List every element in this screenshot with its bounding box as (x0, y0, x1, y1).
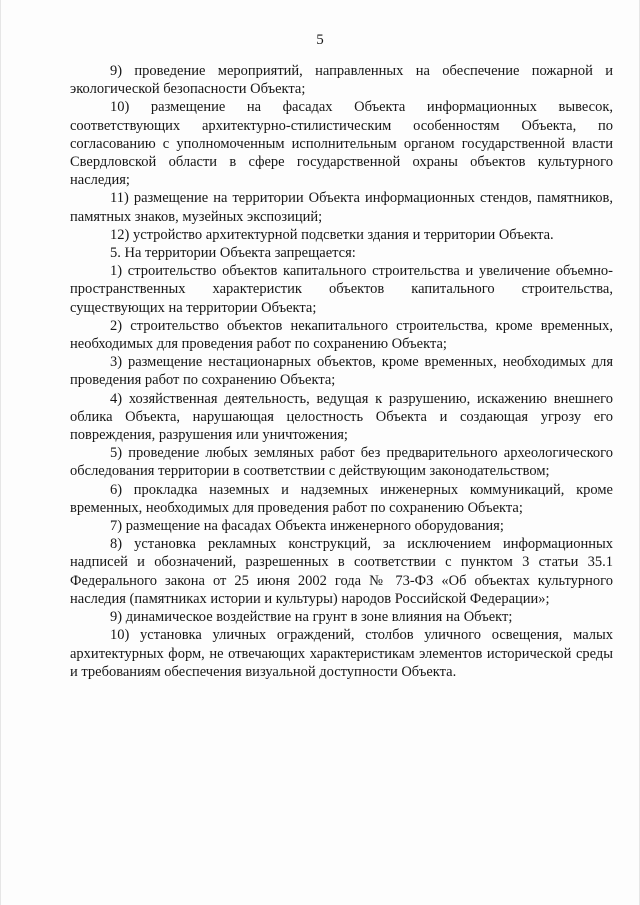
prohibited-item-5: 5) проведение любых земляных работ без предварительного археологического обследования территории в соответствии с действующим законодательством; (70, 445, 613, 480)
prohibited-item-2: 2) строительство объектов некапитального строительства, кроме временных, необходимых для проведения работ по сохранению Объекта; (70, 317, 613, 353)
paragraph-item-12-lighting: 12) устройство архитектурной подсветки здания и территории Объекта. (110, 226, 554, 243)
paragraph-item-9-fire-safety: 9) проведение мероприятий, направленных на обеспечение пожарной и экологической безопасности Объекта; (70, 63, 613, 98)
paragraph-item-11-stands: 11) размещение на территории Объекта информационных стендов, памятников, памятных знаков, музейных экспозиций; (70, 190, 613, 225)
prohibited-item-8: 8) установка рекламных конструкций, за исключением информационных надписей и обозначений, разрешенных в соответствии с пунктом 3 статьи 35.1 Федерального закона от 25 июня 2002 года № 73-ФЗ «Об объектах культурного наследия (памятниках истории и культуры) народов Российской Федерации»; (70, 536, 613, 607)
document-body (70, 62, 613, 681)
prohibited-item-6: 6) прокладка наземных и надземных инженерных коммуникаций, кроме временных, необходимых для проведения работ по сохранению Объекта; (70, 481, 613, 516)
prohibited-item-9: 9) динамическое воздействие на грунт в зоне влияния на Объект; (110, 609, 513, 626)
prohibited-item-7: 7) размещение на фасадах Объекта инженерного оборудования; (110, 518, 504, 535)
prohibited-item-3: 3) размещение нестационарных объектов, кроме временных, необходимых для проведения работ по сохранению Объекта; (70, 354, 613, 389)
page-number: 5 (316, 32, 324, 48)
prohibited-item-4: 4) хозяйственная деятельность, ведущая к разрушению, искажению внешнего облика Объекта, нарушающая целостность Объекта и создающая угрозу его повреждения, разрушения или уничтожения; (70, 390, 613, 444)
prohibited-item-1: 1) строительство объектов капитального строительства и увеличение объемно-пространственных характеристик объектов капитального строительства, существующих на территории Объекта; (70, 263, 613, 316)
prohibited-item-10: 10) установка уличных ограждений, столбов уличного освещения, малых архитектурных форм, не отвечающих характеристикам элементов исторической среды и требованиям обеспечения визуальной доступности Объекта. (70, 627, 613, 680)
paragraph-item-10-signage: 10) размещение на фасадах Объекта информационных вывесок, соответствующих архитектурно-стилистическим особенностям Объекта, по согласованию с уполномоченным исполнительным органом государственной власти Свердловской области в сфере государственной охраны объектов культурного наследия; (70, 99, 613, 189)
section-heading-prohibited: 5. На территории Объекта запрещается: (110, 245, 356, 262)
